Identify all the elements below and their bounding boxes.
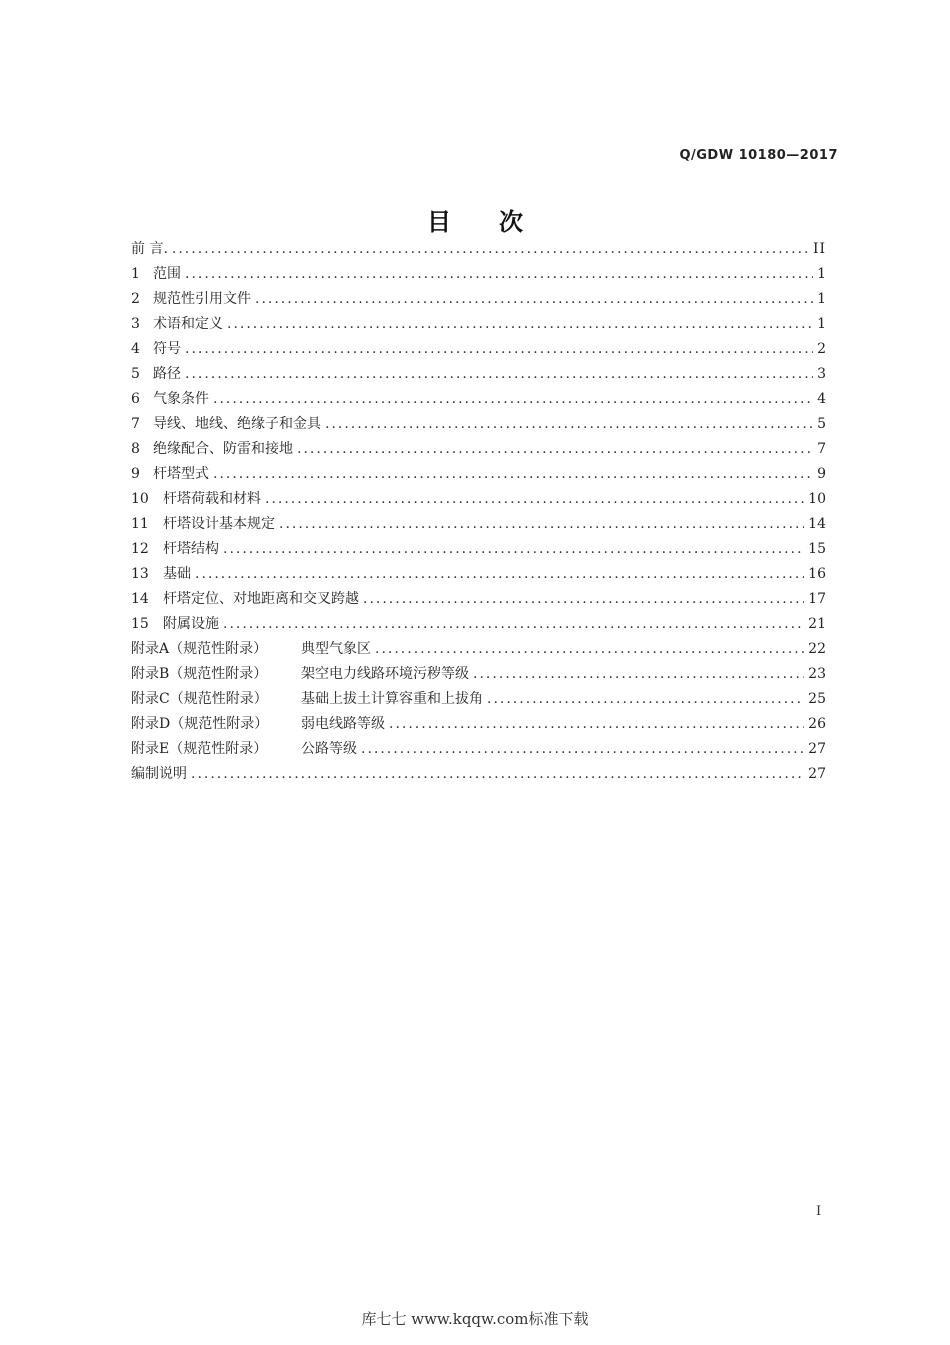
toc-leader-dots [279, 512, 804, 537]
toc-leader-dots [297, 437, 813, 462]
toc-entry-label: 气象条件 [153, 391, 209, 407]
toc-entry-page: 27 [808, 766, 826, 782]
toc-entry-page: 1 [817, 316, 826, 332]
toc-entry-page: 4 [817, 391, 826, 407]
standard-code: Q/GDW 10180—2017 [679, 148, 838, 163]
toc-entry-11[interactable] [131, 512, 826, 537]
toc-entry-page: 1 [817, 291, 826, 307]
site-watermark: 库七七 www.kqqw.com标准下载 [361, 1310, 589, 1328]
toc-entry-compilation-notes[interactable] [131, 762, 826, 787]
page-title: 目次 [427, 208, 571, 236]
toc-entry-page: 22 [808, 641, 826, 657]
toc-entry-3[interactable] [131, 312, 826, 337]
toc-entry-label: 杆塔荷载和材料 [163, 491, 261, 507]
toc-entry-number: 2 [131, 291, 140, 307]
toc-leader-dots [227, 312, 813, 337]
toc-entry-number: 12 [131, 541, 149, 557]
toc-entry-page: 25 [808, 691, 826, 707]
toc-leader-dots [185, 337, 813, 362]
toc-leader-dots [195, 562, 804, 587]
toc-leader-dots [473, 662, 804, 687]
toc-leader-dots [172, 237, 809, 262]
toc-entry-15[interactable] [131, 612, 826, 637]
toc-entry-number: 7 [131, 416, 140, 432]
toc-entry-number: 10 [131, 491, 149, 507]
toc-entry-number: 6 [131, 391, 140, 407]
toc-entry-page: 15 [808, 541, 826, 557]
toc-entry-page: 9 [817, 466, 826, 482]
toc-entry-label: 导线、地线、绝缘子和金具 [153, 416, 321, 432]
toc-entry-label: 绝缘配合、防雷和接地 [153, 441, 293, 457]
toc-entry-page: 2 [817, 341, 826, 357]
toc-leader-dots [363, 587, 804, 612]
toc-entry-label: 基础上拔土计算容重和上拔角 [301, 691, 483, 707]
toc-leader-dots [325, 412, 813, 437]
toc-entry-page: 17 [808, 591, 826, 607]
toc-entry-page: 21 [808, 616, 826, 632]
toc-leader-dots [265, 487, 804, 512]
toc-entry-label: 规范性引用文件 [153, 291, 251, 307]
toc-entry-label: 杆塔设计基本规定 [163, 516, 275, 532]
toc-entry-page: 16 [808, 566, 826, 582]
toc-entry-8[interactable] [131, 437, 826, 462]
toc-entry-4[interactable] [131, 337, 826, 362]
toc-appendix-number: 附录E（规范性附录） [131, 741, 268, 757]
toc-entry-label: 杆塔型式 [153, 466, 209, 482]
toc-entry-foreword[interactable] [131, 237, 826, 262]
toc-leader-dots [255, 287, 813, 312]
toc-leader-dots [191, 762, 804, 787]
toc-leader-dots [213, 462, 813, 487]
toc-entry-10[interactable] [131, 487, 826, 512]
toc-entry-page: 23 [808, 666, 826, 682]
toc-entry-number: 8 [131, 441, 140, 457]
toc-entry-label: 术语和定义 [153, 316, 223, 332]
toc-entry-5[interactable] [131, 362, 826, 387]
toc-entry-label: 基础 [163, 566, 191, 582]
toc-entry-page: 7 [817, 441, 826, 457]
toc-appendix-number: 附录A（规范性附录） [131, 641, 268, 657]
toc-entry-label: 杆塔定位、对地距离和交叉跨越 [163, 591, 359, 607]
toc-entry-number: 9 [131, 466, 140, 482]
toc-entry-page: 26 [808, 716, 826, 732]
toc-entry-appendix-c[interactable] [131, 687, 826, 712]
toc-entry-label: 杆塔结构 [163, 541, 219, 557]
toc-entry-label: 路径 [153, 366, 181, 382]
toc-entry-number: 5 [131, 366, 140, 382]
toc-entry-9[interactable] [131, 462, 826, 487]
toc-appendix-number: 附录D（规范性附录） [131, 716, 269, 732]
toc-appendix-number: 附录B（规范性附录） [131, 666, 268, 682]
toc-entry-page: 1 [817, 266, 826, 282]
toc-entry-page: 10 [808, 491, 826, 507]
toc-leader-dots [185, 362, 813, 387]
toc-entry-label: 典型气象区 [301, 641, 371, 657]
toc-entry-14[interactable] [131, 587, 826, 612]
toc-entry-page: 27 [808, 741, 826, 757]
toc-leader-dots [223, 612, 804, 637]
toc-leader-dots [223, 537, 804, 562]
toc-appendix-number: 附录C（规范性附录） [131, 691, 268, 707]
toc-entry-number: 11 [131, 516, 149, 532]
toc-leader-dots [361, 737, 804, 762]
toc-entry-label: 符号 [153, 341, 181, 357]
toc-entry-page: 5 [817, 416, 826, 432]
toc-entry-label: 架空电力线路环境污秽等级 [301, 666, 469, 682]
toc-entry-label: 范围 [153, 266, 181, 282]
toc-entry-number: 13 [131, 566, 149, 582]
toc-entry-number: 1 [131, 266, 140, 282]
toc-entry-label: 公路等级 [301, 741, 357, 757]
toc-leader-dots [487, 687, 804, 712]
toc-entry-number: 4 [131, 341, 140, 357]
toc-entry-page: II [812, 241, 826, 257]
toc-entry-appendix-e[interactable] [131, 737, 826, 762]
toc-entry-appendix-b[interactable] [131, 662, 826, 687]
toc-leader-dots [185, 262, 813, 287]
toc-entry-2[interactable] [131, 287, 826, 312]
toc-entry-label: 编制说明 [131, 766, 187, 782]
toc-leader-dots [213, 387, 813, 412]
toc-leader-dots [375, 637, 804, 662]
toc-entry-appendix-a[interactable] [131, 637, 826, 662]
toc-entry-label: 前 言. [131, 241, 168, 257]
toc-entry-13[interactable] [131, 562, 826, 587]
toc-entry-7[interactable] [131, 412, 826, 437]
toc-entry-number: 15 [131, 616, 149, 632]
page-number: I [816, 1204, 822, 1219]
toc-entry-1[interactable] [131, 262, 826, 287]
toc-entry-appendix-d[interactable] [131, 712, 826, 737]
toc-entry-page: 14 [808, 516, 826, 532]
toc-leader-dots [389, 712, 804, 737]
toc-entry-12[interactable] [131, 537, 826, 562]
toc-entry-number: 3 [131, 316, 140, 332]
toc-entry-page: 3 [817, 366, 826, 382]
toc-entry-number: 14 [131, 591, 149, 607]
table-of-contents [131, 237, 826, 787]
toc-entry-label: 附属设施 [163, 616, 219, 632]
toc-entry-6[interactable] [131, 387, 826, 412]
toc-entry-label: 弱电线路等级 [301, 716, 385, 732]
